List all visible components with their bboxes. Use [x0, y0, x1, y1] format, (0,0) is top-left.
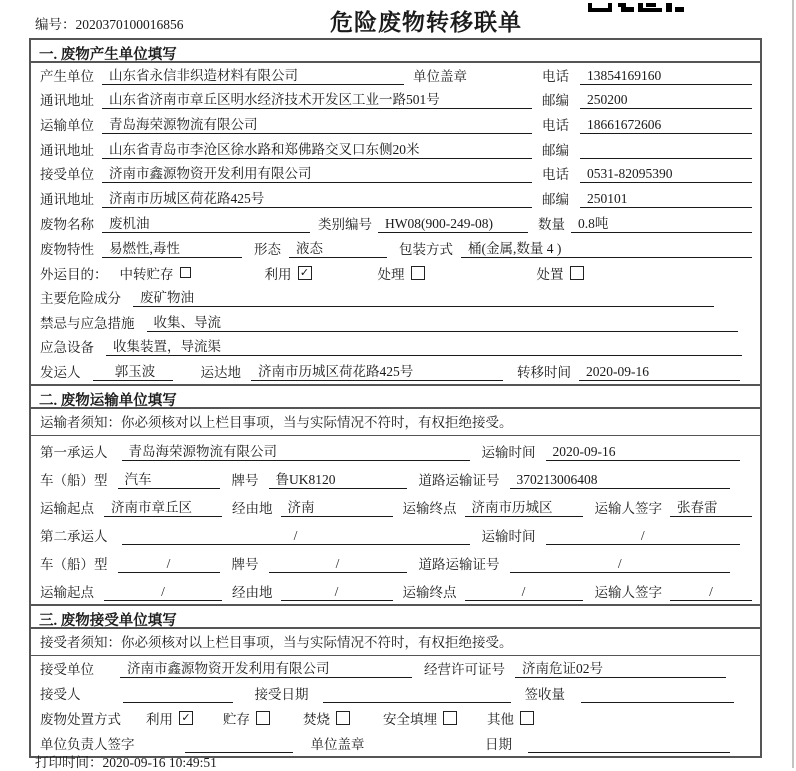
vehicle1-value: 汽车 — [118, 468, 220, 489]
checkbox-incinerate — [336, 711, 350, 725]
phone-label: 电话 — [542, 167, 569, 183]
transporter-phone: 18661672606 — [580, 117, 752, 134]
address-label: 通讯地址 — [40, 192, 94, 208]
checkbox-storage — [180, 267, 191, 278]
road-permit-label: 道路运输证号 — [418, 556, 500, 572]
via-value: 济南 — [281, 496, 393, 517]
producer-address-row — [31, 88, 760, 113]
waste-property-label: 废物特性 — [40, 241, 94, 257]
carrier2-value: / — [122, 528, 470, 545]
carrier2-row — [31, 520, 760, 548]
carrier-sign-value: 张春雷 — [670, 496, 752, 517]
accept-person-value — [123, 702, 233, 703]
transfer-time-label: 转移时间 — [517, 364, 571, 380]
vehicle2-label: 车（船）型 — [40, 556, 108, 572]
checkbox-other — [520, 711, 534, 725]
receiver-zip: 250101 — [580, 191, 752, 208]
print-time — [35, 751, 217, 771]
print-time-value: 2020-09-16 10:49:51 — [102, 755, 217, 770]
vehicle1-row — [31, 464, 760, 492]
carrier-sign-value: / — [670, 584, 752, 601]
vehicle2-row — [31, 548, 760, 576]
purpose-option-treat: 处理 — [377, 266, 405, 282]
address-label: 通讯地址 — [40, 93, 94, 109]
checkbox-use: ✓ — [298, 266, 312, 280]
receipt-qty-value — [581, 702, 734, 703]
accept-unit-label: 接受单位 — [40, 661, 94, 677]
route1-start: 济南市章丘区 — [104, 496, 222, 517]
route2-end-label: 运输终点 — [402, 584, 457, 600]
qr-code-icon — [588, 0, 684, 16]
transport-time-value: 2020-09-16 — [546, 444, 741, 461]
destination-value: 济南市历城区荷花路425号 — [251, 360, 503, 381]
emergency-row — [31, 310, 760, 335]
zip-label: 邮编 — [542, 142, 569, 158]
receiver-address-row — [31, 186, 760, 211]
disposal-option-store: 贮存 — [223, 711, 250, 727]
equipment-value: 收集装置，导流渠 — [106, 335, 742, 356]
phone-label: 电话 — [542, 118, 569, 134]
vehicle2-value: / — [118, 556, 220, 573]
checkbox-treat — [411, 266, 425, 280]
waste-name-label: 废物名称 — [40, 216, 94, 232]
transporter-value: 青岛海荣源物流有限公司 — [102, 113, 532, 134]
accept-unit-row — [31, 656, 760, 681]
transporter-zip — [580, 158, 752, 159]
accept-person-row — [31, 681, 760, 706]
route1-start-label: 运输起点 — [40, 500, 94, 516]
form-header — [0, 0, 796, 38]
serial-label: 编号： — [35, 17, 76, 32]
checkbox-use: ✓ — [179, 711, 193, 725]
receipt-qty-label: 签收量 — [524, 686, 565, 702]
road-permit-value: / — [510, 556, 731, 573]
receiver-phone: 0531-82095390 — [580, 166, 752, 183]
carrier2-label: 第二承运人 — [40, 528, 108, 544]
form-value: 液态 — [289, 237, 387, 258]
equipment-row — [31, 335, 760, 360]
accept-date-value — [323, 702, 511, 703]
hazard-value: 废矿物油 — [133, 286, 714, 307]
packaging-label: 包装方式 — [399, 241, 453, 257]
purpose-option-dispose: 处置 — [536, 266, 564, 282]
purpose-row — [31, 261, 760, 286]
responsible-sign-label: 单位负责人签字 — [40, 736, 135, 752]
plate-label: 牌号 — [231, 472, 259, 488]
vehicle1-label: 车（船）型 — [40, 472, 108, 488]
transfer-time-value: 2020-09-16 — [579, 364, 740, 381]
unit-stamp-label: 单位盖章 — [310, 736, 365, 752]
carrier1-row — [31, 436, 760, 464]
purpose-option-storage: 中转贮存 — [119, 266, 174, 282]
route1-row — [31, 492, 760, 520]
quantity-label: 数量 — [538, 216, 565, 232]
print-time-label: 打印时间： — [35, 755, 103, 770]
purpose-option-use: 利用 — [264, 266, 292, 282]
waste-name-value: 废机油 — [102, 212, 310, 233]
accept-unit-value: 济南市鑫源物资开发利用有限公司 — [120, 657, 412, 678]
transport-time-value: / — [546, 528, 741, 545]
page-title: 危险废物转移联单 — [330, 10, 522, 35]
date-value — [528, 752, 730, 753]
section2-header: 二. 废物运输单位填写 — [31, 384, 760, 409]
disposal-option-use: 利用 — [146, 711, 173, 727]
carrier1-value: 青岛海荣源物流有限公司 — [122, 440, 470, 461]
plate-label: 牌号 — [231, 556, 259, 572]
road-permit-label: 道路运输证号 — [418, 472, 500, 488]
via-value: / — [281, 584, 393, 601]
disposal-method-label: 废物处置方式 — [40, 711, 121, 727]
route2-row — [31, 576, 760, 604]
producer-value: 山东省永信非织造材料有限公司 — [102, 64, 404, 85]
route2-end: / — [465, 584, 583, 601]
equipment-label: 应急设备 — [40, 340, 94, 356]
section1-header: 一. 废物产生单位填写 — [31, 40, 760, 63]
transporter-notice-row — [31, 409, 760, 436]
transporter-address-row — [31, 137, 760, 162]
producer-phone: 13854169160 — [580, 68, 752, 85]
hazard-label: 主要危险成分 — [40, 290, 121, 306]
route2-start: / — [104, 584, 222, 601]
stamp-label: 单位盖章 — [413, 68, 467, 84]
producer-address: 山东省济南市章丘区明水经济技术开发区工业一路501号 — [102, 88, 532, 109]
waste-property-row — [31, 236, 760, 261]
sender-row — [31, 359, 760, 384]
disposal-option-landfill: 安全填埋 — [383, 711, 437, 727]
transport-time-label: 运输时间 — [481, 528, 536, 544]
destination-label: 运达地 — [200, 364, 241, 380]
producer-label: 产生单位 — [40, 68, 94, 84]
packaging-value: 桶(金属,数量 4 ) — [461, 237, 752, 258]
emergency-value: 收集、导流 — [147, 311, 739, 332]
transporter-notice: 运输者须知：你必须核对以上栏目事项，当与实际情况不符时，有权拒绝接受。 — [40, 415, 513, 431]
waste-name-row — [31, 211, 760, 236]
address-label: 通讯地址 — [40, 142, 94, 158]
category-label: 类别编号 — [318, 216, 372, 232]
emergency-label: 禁忌与应急措施 — [40, 315, 135, 331]
producer-row — [31, 63, 760, 88]
via-label: 经由地 — [232, 500, 273, 516]
serial-value: 2020370100016856 — [75, 17, 184, 32]
serial-number — [35, 13, 184, 33]
via-label: 经由地 — [232, 584, 273, 600]
producer-zip: 250200 — [580, 92, 752, 109]
receiver-label: 接受单位 — [40, 167, 94, 183]
carrier-sign-label: 运输人签字 — [594, 584, 662, 600]
section3-header: 三. 废物接受单位填写 — [31, 604, 760, 629]
page-right-edge — [792, 0, 794, 768]
purpose-label: 外运目的： — [40, 266, 108, 282]
transporter-label: 运输单位 — [40, 118, 94, 134]
zip-label: 邮编 — [542, 93, 569, 109]
plate-value: 鲁UK8120 — [269, 468, 407, 489]
transporter-row — [31, 112, 760, 137]
zip-label: 邮编 — [542, 192, 569, 208]
accept-person-label: 接受人 — [40, 686, 81, 702]
license-label: 经营许可证号 — [424, 661, 505, 677]
license-value: 济南危证02号 — [515, 657, 726, 678]
transfer-form — [29, 38, 762, 758]
carrier1-label: 第一承运人 — [40, 444, 108, 460]
date-label: 日期 — [485, 736, 512, 752]
receiver-address: 济南市历城区荷花路425号 — [102, 187, 532, 208]
route1-end: 济南市历城区 — [465, 496, 583, 517]
receiver-row — [31, 162, 760, 187]
transporter-address: 山东省青岛市李沧区徐水路和郑佛路交叉口东侧20米 — [102, 138, 532, 159]
hazard-row — [31, 285, 760, 310]
accept-date-label: 接受日期 — [254, 686, 309, 702]
route1-end-label: 运输终点 — [402, 500, 457, 516]
route2-start-label: 运输起点 — [40, 584, 94, 600]
waste-property-value: 易燃性,毒性 — [102, 237, 242, 258]
quantity-value: 0.8吨 — [571, 212, 752, 233]
road-permit-value: 370213006408 — [510, 472, 731, 489]
sender-label: 发运人 — [40, 364, 81, 380]
plate-value: / — [269, 556, 407, 573]
category-value: HW08(900-249-08) — [378, 216, 528, 233]
disposal-option-incinerate: 焚烧 — [303, 711, 330, 727]
carrier-sign-label: 运输人签字 — [594, 500, 662, 516]
disposal-method-row — [31, 706, 760, 731]
phone-label: 电话 — [542, 68, 569, 84]
transport-time-label: 运输时间 — [481, 444, 536, 460]
checkbox-dispose — [570, 266, 584, 280]
form-label: 形态 — [254, 241, 281, 257]
checkbox-store — [256, 711, 270, 725]
receiver-notice-row — [31, 629, 760, 656]
receiver-notice: 接受者须知：你必须核对以上栏目事项，当与实际情况不符时，有权拒绝接受。 — [40, 635, 513, 651]
checkbox-landfill — [443, 711, 457, 725]
sender-value: 郭玉波 — [93, 360, 173, 381]
receiver-value: 济南市鑫源物资开发利用有限公司 — [102, 162, 532, 183]
disposal-option-other: 其他 — [487, 711, 514, 727]
